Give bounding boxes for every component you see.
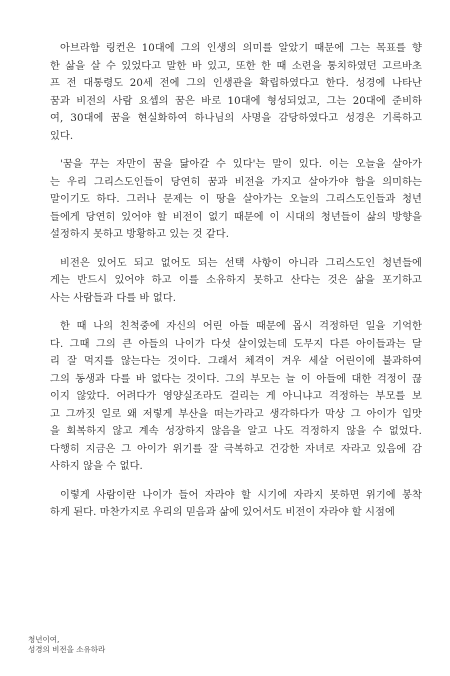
text-line: 을 회복하지 않고 계속 성장하지 않음을 알고 나도 걱정하지 않을 수 없었다.	[50, 426, 422, 437]
running-footer	[28, 635, 105, 655]
footer-line-1: 청년이여,	[28, 635, 60, 644]
paragraph	[50, 40, 422, 145]
paragraph	[50, 318, 422, 476]
text-line: 사는 사람들과 다를 바 없다.	[50, 292, 177, 304]
text-line: 설정하지 못하고 방황하고 있는 것 같다.	[50, 229, 230, 240]
text-line: 아브라함 링컨은 10대에 그의 인생의 의미를 알았기 때문에 그는 목표를 향	[60, 43, 422, 54]
text-line: 들에게 당연히 있어야 할 비전이 없기 때문에 이 시대의 청년들이 삶의 방향을	[50, 211, 422, 223]
text-line: 리 잘 먹지를 않는다는 것이다. 그래서 체격이 겨우 세살 어린이에 불과하여	[50, 356, 422, 367]
text-line: 이렇게 사람이란 나이가 들어 자라야 할 시기에 자라지 못하면 위기에 봉착	[60, 489, 422, 501]
text-line: 사하지 않을 수 없다.	[50, 461, 143, 472]
text-line: 다행히 지금은 그 아이가 위기를 잘 극복하고 건강한 자녀로 자라고 있음에 감	[50, 443, 422, 455]
text-line: 이지 않았다. 어려다가 영양실조라도 걸리는 게 아니냐고 걱정하는 부모를 보	[50, 391, 422, 402]
text-line: 한 삶을 살 수 있었다고 말한 바 있고, 또한 한 때 소련을 통치하였던 고르바초	[50, 60, 422, 72]
text-line: 는 우리 그리스도인들이 당연히 꿈과 비전을 가지고 살아가야 함을 의미하는	[50, 176, 422, 188]
text-line: '꿈을 꾸는 자만이 꿈을 닮아갈 수 있다'는 말이 있다. 이는 오늘을 살아가	[60, 159, 422, 170]
text-line: 꿈과 비전의 사람 요셉의 꿈은 바로 10대에 형성되었고, 그는 20대에 준비하	[50, 95, 422, 107]
text-line: 비전은 있어도 되고 없어도 되는 선택 사항이 아니라 그리스도인 청년들에	[60, 257, 422, 269]
text-line: 프 전 대통령도 20세 전에 그의 인생관을 확립하였다고 한다. 성경에 나타난	[50, 78, 422, 89]
text-line: 다. 그때 그의 큰 아들의 나이가 다섯 살이었는데 도무지 다른 아이들과는 달	[50, 338, 422, 350]
text-line: 그의 동생과 다를 바 없다는 것이다. 그의 부모는 늘 이 아들에 대한 걱정이 끊	[50, 373, 422, 385]
footer-line-2: 성경의 비전을 소유하라	[28, 645, 106, 654]
paragraph	[50, 255, 422, 308]
text-line: 있다.	[50, 130, 74, 142]
text-line: 한 때 나의 친척중에 자신의 어린 아들 때문에 몹시 걱정하던 일을 기억한	[60, 321, 422, 332]
body-text	[50, 40, 422, 533]
text-line: 게는 반드시 있어야 하고 이를 소유하지 못하고 산다는 것은 삶을 포기하고	[50, 275, 422, 286]
paragraph	[50, 487, 422, 522]
text-line: 하게 된다. 마찬가지로 우리의 믿음과 삶에 있어서도 비전이 자라야 할 시점에	[50, 507, 395, 518]
text-line: 고 그까짓 일로 왜 저렇게 부산을 떠는가라고 생각하다가 막상 그 아이가 입맛	[50, 408, 422, 420]
paragraph	[50, 156, 422, 244]
text-line: 여, 30대에 꿈을 현실화하여 하나님의 사명을 감당하였다고 성경은 기록하고	[50, 113, 422, 124]
text-line: 말이기도 하다. 그러나 문제는 이 땅을 살아가는 오늘의 그리스도인들과 청년	[50, 194, 422, 205]
